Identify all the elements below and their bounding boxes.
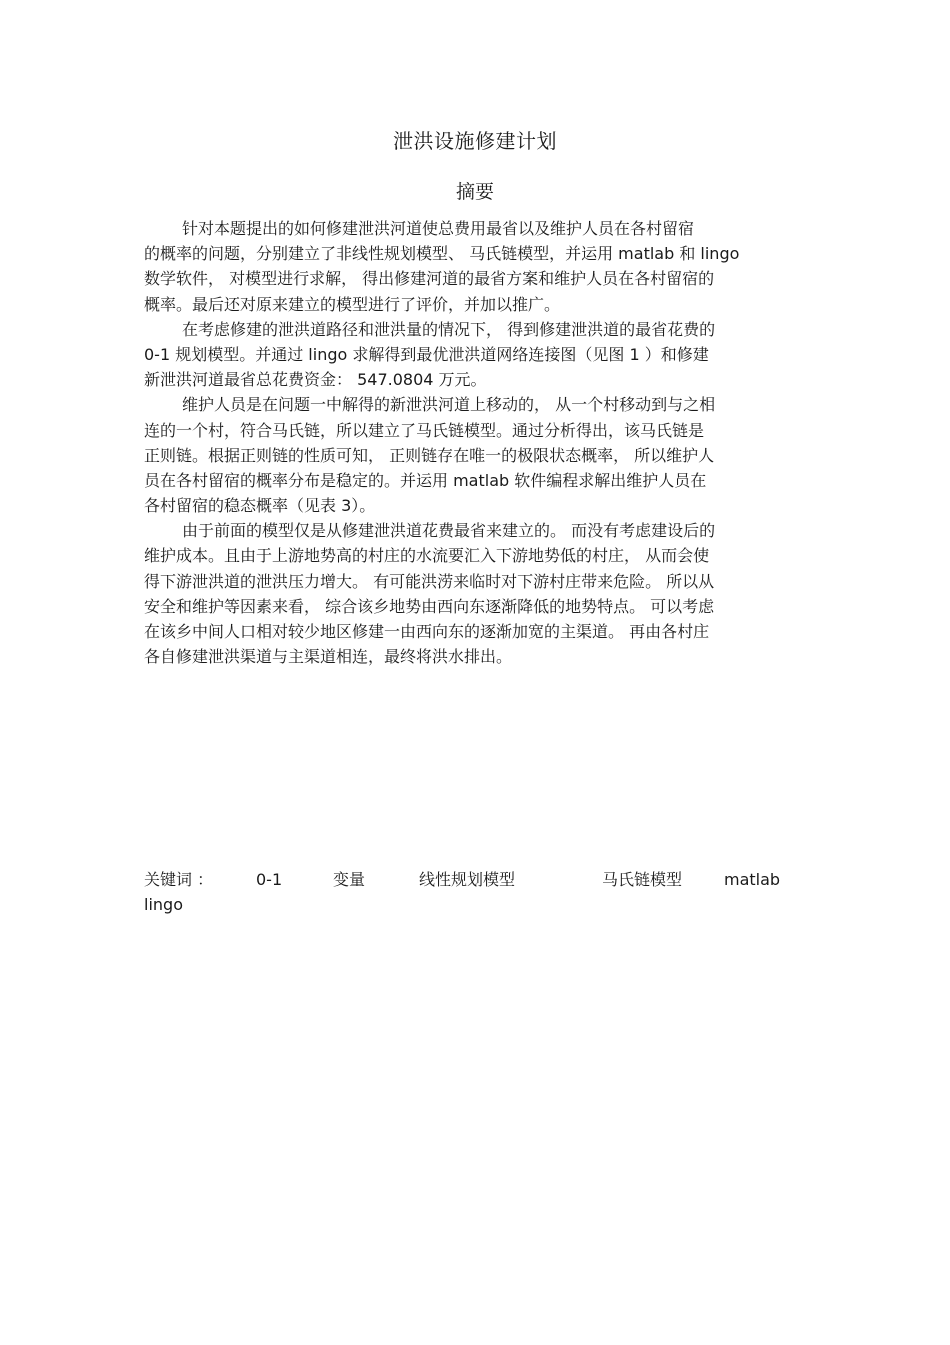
- abstract-line: 的概率的问题，分别建立了非线性规划模型、 马氏链模型，并运用 matlab 和 lingo: [144, 244, 740, 264]
- keywords-row: [144, 867, 806, 892]
- keywords-section: [144, 867, 806, 917]
- abstract-line: 新泄洪河道最省总花费资金： 547.0804 万元。: [144, 370, 487, 390]
- abstract-line: 数学软件， 对模型进行求解， 得出修建河道的最省方案和维护人员在各村留宿的: [144, 269, 715, 289]
- keyword-item: lingo: [144, 895, 183, 914]
- abstract-line: 各自修建泄洪渠道与主渠道相连，最终将洪水排出。: [144, 647, 513, 667]
- abstract-line: 安全和维护等因素来看， 综合该乡地势由西向东逐渐降低的地势特点。 可以考虑: [144, 596, 715, 616]
- abstract-line: 维护成本。且由于上游地势高的村庄的水流要汇入下游地势低的村庄， 从而会使: [144, 546, 710, 566]
- abstract-line: 0-1 规划模型。并通过 lingo 求解得到最优泄洪道网络连接图（见图 1 ）和修建: [144, 344, 709, 364]
- abstract-line: 连的一个村，符合马氏链，所以建立了马氏链模型。通过分析得出，该马氏链是: [144, 420, 705, 440]
- abstract-line: 得下游泄洪道的泄洪压力增大。 有可能洪涝来临时对下游村庄带来危险。 所以从: [144, 571, 715, 591]
- keywords-row: [144, 892, 806, 917]
- abstract-line: 维护人员是在问题一中解得的新泄洪河道上移动的， 从一个村移动到与之相: [182, 395, 716, 415]
- keywords-label: 关键词 ：: [144, 870, 214, 889]
- keyword-item: matlab: [724, 870, 781, 889]
- abstract-line: 由于前面的模型仅是从修建泄洪道花费最省来建立的。 而没有考虑建设后的: [182, 521, 716, 541]
- abstract-line: 在该乡中间人口相对较少地区修建一由西向东的逐渐加宽的主渠道。 再由各村庄: [144, 622, 710, 641]
- abstract-line: 针对本题提出的如何修建泄洪河道使总费用最省以及维护人员在各村留宿: [182, 219, 695, 238]
- keyword-item: 马氏链模型: [602, 870, 683, 889]
- abstract-body: [144, 216, 806, 669]
- abstract-line: 正则链。根据正则链的性质可知， 正则链存在唯一的极限状态概率， 所以维护人: [144, 445, 715, 465]
- abstract-heading: 摘要: [455, 181, 494, 203]
- keyword-item: 0-1: [256, 870, 283, 889]
- abstract-line: 概率。最后还对原来建立的模型进行了评价，并加以推广。: [144, 294, 561, 314]
- abstract-line: 在考虑修建的泄洪道路径和泄洪量的情况下， 得到修建泄洪道的最省花费的: [182, 319, 716, 339]
- keyword-item: 变量: [333, 870, 366, 889]
- abstract-line: 员在各村留宿的概率分布是稳定的。并运用 matlab 软件编程求解出维护人员在: [144, 470, 707, 490]
- abstract-line: 各村留宿的稳态概率（见表 3）。: [144, 496, 376, 516]
- keyword-item: 线性规划模型: [419, 870, 516, 889]
- document-title: 泄洪设施修建计划: [393, 129, 557, 153]
